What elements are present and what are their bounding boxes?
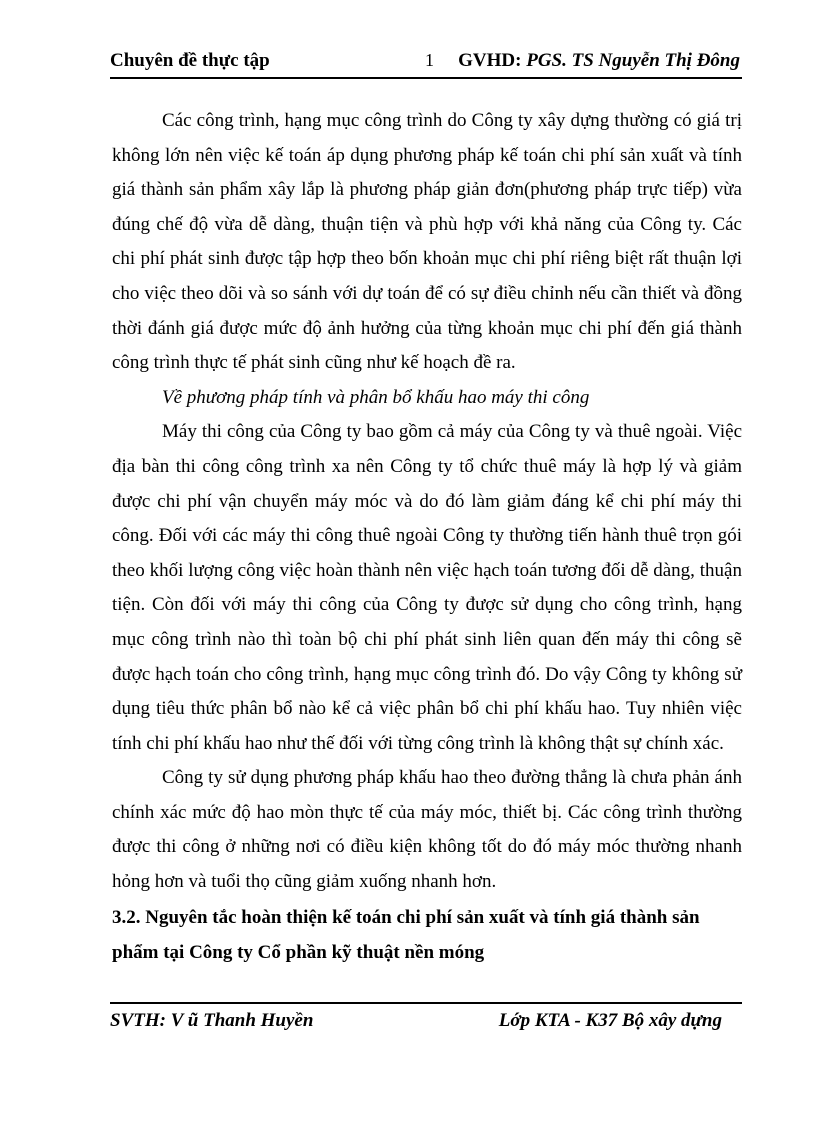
page-body [112,104,742,970]
header-divider [110,77,742,79]
paragraph-machinery: Máy thi công của Công ty bao gồm cả máy của Công ty và thuê ngoài. Việc địa bàn thi công công trình xa nên Công ty tổ chức thuê máy là hợp lý và giảm được chi phí vận chuyển máy móc và do đó làm giảm đáng kể chi phí máy thi công. Đối với các máy thi công thuê ngoài Công ty thường tiến hành thuê trọn gói theo khối lượng công việc hoàn thành nên việc hạch toán tương đối dễ dàng, thuận tiện. Còn đối với máy thi công của Công ty được sử dụng cho công trình, hạng mục công trình nào thì toàn bộ chi phí phát sinh liên quan đến máy thi công sẽ được hạch toán cho công trình, hạng mục công trình đó. Do vậy Công ty không sử dụng tiêu thức phân bổ nào kể cả việc phân bổ chi phí khấu hao. Tuy nhiên việc tính chi phí khấu hao như thế đối với từng công trình là không thật sự chính xác. [112,421,742,754]
subheading-depreciation: Về phương pháp tính và phân bổ khấu hao máy thi công [162,386,590,408]
header-title: Chuyên đề thực tập [110,50,270,71]
header-supervisor-name: PGS. TS Nguyễn Thị Đông [526,50,740,71]
header-supervisor [458,50,740,72]
paragraph-straight-line: Công ty sử dụng phương pháp khấu hao theo đường thẳng là chưa phản ánh chính xác mức độ hao mòn thực tế của máy móc, thiết bị. Các công trình thường được thi công ở những nơi có điều kiện không tốt do đó máy móc thường nhanh hỏng hơn và tuổi thọ cũng giảm xuống nhanh hơn. [112,767,742,893]
page-number: 1 [425,50,434,70]
section-heading: 3.2. Nguyên tắc hoàn thiện kế toán chi phí sản xuất và tính giá thành sản phẩm tại Công ty Cổ phần kỹ thuật nền móng [112,906,700,963]
footer-class: Lớp KTA - K37 Bộ xây dựng [498,1010,722,1031]
footer-student: SVTH: V ũ Thanh Huyền [110,1010,314,1031]
footer-divider [110,1002,742,1004]
paragraph-cost-method: Các công trình, hạng mục công trình do Công ty xây dựng thường có giá trị không lớn nên việc kế toán áp dụng phương pháp kế toán chi phí sản xuất và tính giá thành sản phẩm xây lắp là phương pháp giản đơn(phương pháp trực tiếp) vừa đúng chế độ vừa dễ dàng, thuận tiện và phù hợp với khả năng của Công ty. Các chi phí phát sinh được tập hợp theo bốn khoản mục chi phí riêng biệt rất thuận lợi cho việc theo dõi và so sánh với dự toán để có sự điều chỉnh nếu cần thiết và đồng thời đánh giá được mức độ ảnh hưởng của từng khoản mục chi phí đến giá thành công trình thực tế phát sinh cũng như kế hoạch đề ra. [112,110,742,374]
header-supervisor-label: GVHD: [458,50,527,71]
page-header [110,50,740,78]
